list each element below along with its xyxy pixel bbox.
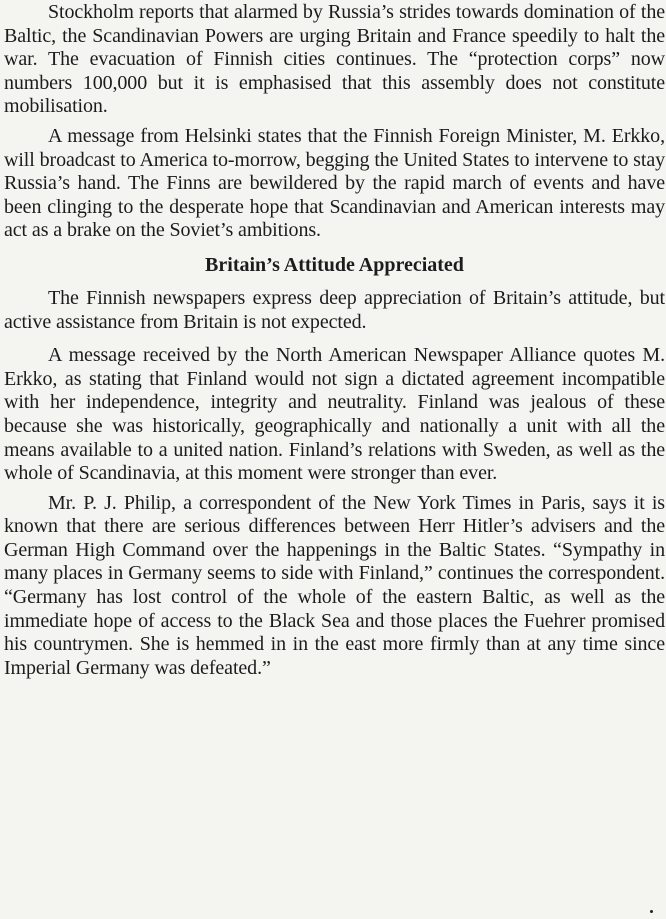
article-paragraph-stockholm: Stockholm reports that alarmed by Russia’s strides towards domination of the Baltic, the Scandinavian Powers are urging Britain and France speedily to halt the war. The evacuation of Finnish cities continues. The “protection corps” now numbers 100,000 but it is emphasised that this assembly does not constitute mobilisation.	[4, 1, 665, 118]
article-paragraph-erkko: A message received by the North American Newspaper Alliance quotes M. Erkko, as stating that Finland would not sign a dictated agreement incompatible with her independence, integrity and neutrality. Finland was jealous of these because she was historically, geographically and nationally a unit with all the means available to a united nation. Finland’s relations with Sweden, as well as the whole of Scandinavia, at this moment were stronger than ever.	[4, 344, 665, 485]
article-paragraph-newspapers: The Finnish newspapers express deep appreciation of Britain’s attitude, but active assistance from Britain is not expected.	[4, 286, 665, 333]
article-paragraph-helsinki: A message from Helsinki states that the Finnish Foreign Minister, M. Erkko, will broadcast to America to-morrow, begging the United States to intervene to stay Russia’s hand. The Finns are bewildered by the rapid march of events and have been clinging to the desperate hope that Scandinavian and American interests may act as a brake on the Soviet’s ambitions.	[4, 124, 665, 242]
print-speck	[650, 910, 653, 913]
article-subheading: Britain’s Attitude Appreciated	[205, 253, 464, 276]
article-column	[4, 1, 665, 680]
article-paragraph-philip: Mr. P. J. Philip, a correspondent of the New York Times in Paris, says it is known that there are serious differences between Herr Hitler’s advisers and the German High Command over the happenings in the Baltic States. “Sympathy in many places in Germany seems to side with Finland,” continues the correspondent. “Germany has lost control of the whole of the eastern Baltic, as well as the immediate hope of access to the Black Sea and those places the Fuehrer promised his countrymen. She is hemmed in in the east more firmly than at any time since Imperial Germany was defeated.”	[4, 491, 665, 679]
